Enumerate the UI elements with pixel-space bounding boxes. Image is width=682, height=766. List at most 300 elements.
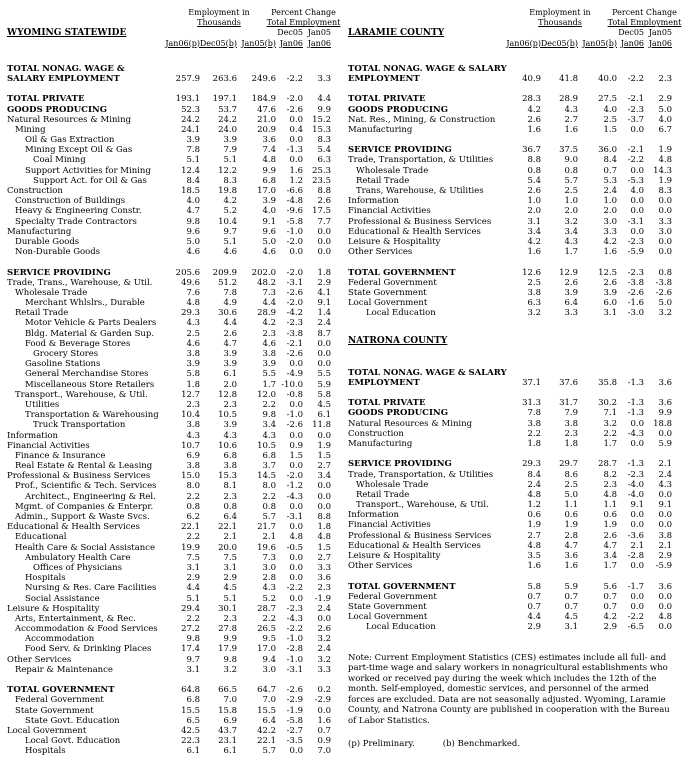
cell: 3.6: [658, 377, 672, 388]
cell: 22.1: [181, 522, 200, 533]
cell: -2.8: [627, 551, 644, 561]
cell: 184.9: [251, 94, 276, 105]
cell: 21.0: [257, 114, 276, 125]
table-row: [348, 439, 672, 449]
cell: -5.9: [655, 561, 672, 572]
column-headers: [7, 39, 331, 49]
table-row: [7, 115, 331, 125]
cell: 5.0: [658, 104, 672, 115]
cell: 8.4: [186, 175, 200, 186]
cell: -3.1: [627, 216, 644, 227]
cell: [237, 64, 276, 74]
cell: 8.3: [223, 175, 237, 186]
cell: 4.8: [289, 532, 303, 543]
row-label: Other Services: [348, 247, 413, 258]
cell: 7.8: [223, 287, 237, 298]
cell: 8.1: [223, 481, 237, 492]
row-label: TOTAL GOVERNMENT: [348, 581, 456, 592]
cell: 3.4: [317, 471, 331, 482]
row-label: Heavy & Engineering Constr.: [15, 206, 142, 217]
cell: -5.8: [286, 715, 303, 726]
cell: 2.5: [564, 479, 578, 490]
cell: 5.4: [317, 145, 331, 156]
table-row: [348, 217, 672, 227]
cell: 3.8: [658, 530, 672, 541]
cell: 8.6: [564, 469, 578, 480]
col-header-jan05b-text: Jan05(b): [241, 38, 276, 48]
row-label: State Govt. Education: [25, 715, 120, 726]
cell: 5.9: [564, 581, 578, 592]
row-label: Architect., Engineering & Rel.: [25, 491, 156, 502]
table-row: [7, 247, 331, 257]
table-row: [7, 318, 331, 328]
table-laramie: [348, 64, 672, 319]
cell: -5.9: [627, 247, 644, 258]
cell: 3.5: [527, 551, 541, 561]
cell: 2.9: [186, 573, 200, 584]
row-label: Bldg. Material & Garden Sup.: [25, 328, 155, 339]
cell: 209.9: [212, 267, 237, 278]
cell: 6.1: [186, 746, 200, 757]
table-row: [7, 288, 331, 298]
table-row: [7, 532, 331, 542]
cell: 0.7: [564, 601, 578, 612]
row-label: Leisure & Hospitality: [7, 603, 100, 614]
cell: 9.8: [262, 410, 276, 421]
table-row: [348, 622, 672, 632]
footnote-preliminary: (p) Preliminary.: [348, 738, 415, 749]
cell: 7.5: [223, 552, 237, 563]
row-label: Accommodation & Food Services: [15, 624, 158, 635]
cell: 0.0: [630, 124, 644, 135]
table-row: [348, 278, 672, 288]
row-label: State Government: [15, 705, 94, 716]
table-row: [348, 602, 672, 612]
cell: 1.8: [317, 267, 331, 278]
cell: 2.3: [223, 613, 237, 624]
cell: 24.0: [218, 124, 237, 135]
cell: 49.6: [181, 277, 200, 288]
cell: 53.7: [218, 104, 237, 115]
cell: 3.1: [223, 562, 237, 573]
row-label: GOODS PRODUCING: [348, 408, 448, 419]
cell: 4.3: [564, 104, 578, 115]
col-header-jan06p: [162, 39, 200, 49]
cell: 6.5: [186, 715, 200, 726]
row-label: Retail Trade: [356, 489, 410, 500]
cell: 3.2: [317, 654, 331, 665]
table-row: [7, 74, 331, 84]
table-row: [7, 614, 331, 624]
row-spacer: [348, 135, 672, 145]
table-row: [348, 480, 672, 490]
cell: 0.0: [289, 552, 303, 563]
cell: -2.6: [627, 287, 644, 298]
table-row: [7, 196, 331, 206]
cell: 64.8: [181, 685, 200, 696]
col-header-dec05b-text: Dec05(b): [540, 38, 578, 48]
cell: 6.4: [564, 298, 578, 309]
cell: 10.7: [181, 440, 200, 451]
row-label: Miscellaneous Store Retailers: [25, 379, 155, 390]
spacer: [348, 49, 672, 64]
col-header-jan06p-text: Jan06(p): [165, 38, 200, 48]
table-row: [7, 522, 331, 532]
cell: 1.7: [564, 247, 578, 258]
cell: 2.2: [186, 491, 200, 502]
row-label: Mining: [15, 124, 46, 135]
row-label: Ambulatory Health Care: [25, 552, 131, 563]
cell: 3.0: [262, 664, 276, 675]
cell: 0.8: [564, 165, 578, 176]
cell: 3.4: [527, 226, 541, 237]
cell: 4.7: [564, 540, 578, 551]
cell: 0.0: [630, 418, 644, 429]
cell: -6.6: [286, 186, 303, 196]
cell: 4.3: [564, 236, 578, 247]
cell: 4.1: [317, 287, 331, 298]
cell: -2.1: [627, 145, 644, 156]
table-row: [7, 736, 331, 746]
cell: -2.3: [627, 469, 644, 480]
row-label: GOODS PRODUCING: [348, 104, 448, 115]
row-label: Non-Durable Goods: [15, 247, 101, 258]
cell: 0.0: [317, 226, 331, 237]
table-row: [7, 186, 331, 196]
cell: -4.3: [627, 428, 644, 439]
table-row: [7, 349, 331, 359]
cell: 0.0: [630, 438, 644, 449]
methodology-note: Note: Current Employment Statistics (CES) estimates include all full- and part-time wage and salary workers in nonagricultural establishments who worked or received pay during the week which includes the 12th of the month. Self-employed, domestic services, and personnel of the armed forces are excluded. Data are not seasonally adjusted. Wyoming, Laramie County, and Natrona County are published in cooperation with the Bureau of Labor Statistics.: [348, 652, 670, 727]
cell: -1.6: [627, 298, 644, 309]
cell: 0.0: [289, 114, 303, 125]
cell: 6.3: [527, 298, 541, 309]
table-row: [7, 308, 331, 318]
row-label: Local Government: [348, 612, 428, 623]
cell: -2.6: [286, 287, 303, 298]
cell: 3.6: [658, 398, 672, 409]
cell: 0.0: [658, 236, 672, 247]
cell: 14.5: [257, 471, 276, 482]
cell: 1.6: [527, 561, 541, 572]
table-row: [348, 419, 672, 429]
cell: 1.9: [658, 145, 672, 156]
cell: 9.7: [186, 654, 200, 665]
header-total-employment: [266, 18, 341, 28]
cell: 2.4: [317, 318, 331, 329]
table-row: [7, 420, 331, 430]
row-label: Federal Government: [15, 695, 104, 706]
cell: 37.6: [559, 377, 578, 388]
cell: 2.8: [262, 573, 276, 584]
cell: 8.0: [186, 481, 200, 492]
cell: [644, 64, 672, 74]
cell: 2.7: [317, 461, 331, 472]
table-row: [7, 431, 331, 441]
row-label: TOTAL PRIVATE: [348, 398, 426, 409]
cell: -5.3: [627, 175, 644, 186]
table-row: [7, 695, 331, 705]
col-header-jan06p-text: Jan06(p): [506, 38, 541, 48]
header-thousands: [503, 18, 617, 28]
cell: 3.0: [603, 216, 617, 227]
cell: [276, 64, 303, 74]
cell: 4.2: [603, 612, 617, 623]
table-row: [348, 237, 672, 247]
table-row: [7, 706, 331, 716]
cell: 36.7: [522, 145, 541, 156]
row-label: Support Activities for Mining: [25, 165, 151, 176]
cell: 7.0: [262, 695, 276, 706]
cell: 29.3: [522, 459, 541, 470]
cell: 3.6: [564, 551, 578, 561]
table-row: [348, 206, 672, 216]
row-label: State Government: [348, 287, 427, 298]
cell: -2.0: [286, 298, 303, 309]
cell: 0.8: [262, 501, 276, 512]
table-row: [348, 459, 672, 469]
cell: 2.5: [186, 328, 200, 339]
cell: 5.0: [186, 236, 200, 247]
cell: 2.4: [658, 469, 672, 480]
cell: 1.8: [527, 438, 541, 449]
table-row: [348, 176, 672, 186]
row-label: Natural Resources & Mining: [7, 114, 132, 125]
cell: 0.0: [289, 593, 303, 604]
cell: 5.8: [527, 581, 541, 592]
cell: 2.5: [564, 186, 578, 196]
cell: 0.7: [564, 591, 578, 602]
col-header-jan06-dec-text: Jan06: [620, 38, 644, 48]
cell: 37.1: [522, 377, 541, 388]
cell: 0.0: [289, 135, 303, 146]
cell: 0.0: [630, 165, 644, 176]
header-employment-in: Employment in: [529, 8, 591, 17]
cell: 5.7: [262, 512, 276, 522]
cell: 2.4: [527, 479, 541, 490]
cell: 0.0: [658, 206, 672, 217]
col-header-jan06-dec: [617, 39, 644, 49]
cell: [541, 64, 578, 74]
cell: 18.8: [653, 418, 672, 429]
header-thousands: [162, 18, 276, 28]
cell: -1.0: [286, 410, 303, 421]
cell: 3.4: [603, 551, 617, 561]
row-label: Financial Activities: [348, 206, 431, 217]
cell: 43.7: [218, 725, 237, 736]
cell: 2.3: [603, 479, 617, 490]
col-header-jan06-jan-text: Jan06: [307, 38, 331, 48]
cell: -4.3: [286, 613, 303, 624]
column-group-headers-line2: [348, 18, 682, 28]
row-label: Real Estate & Rental & Leasing: [15, 461, 153, 472]
table-row: [7, 176, 331, 186]
cell: 0.0: [658, 601, 672, 612]
cell: 0.0: [317, 349, 331, 359]
cell: 8.2: [603, 469, 617, 480]
row-label: Oil & Gas Extraction: [25, 135, 115, 146]
cell: 2.1: [630, 540, 644, 551]
cell: -10.0: [281, 379, 303, 390]
cell: 10.5: [257, 440, 276, 451]
table-row: [348, 155, 672, 165]
cell: -2.2: [286, 73, 303, 84]
table-row: [7, 125, 331, 135]
row-label: Trade, Transportation, & Utilities: [348, 469, 494, 480]
row-label: Retail Trade: [15, 308, 69, 319]
cell: 3.9: [223, 420, 237, 431]
table-row: [7, 604, 331, 614]
cell: 2.3: [223, 399, 237, 410]
spacer: [348, 347, 672, 368]
cell: 41.8: [559, 73, 578, 84]
section-title-natrona: NATRONA COUNTY: [348, 336, 448, 347]
cell: 5.3: [603, 175, 617, 186]
row-label: Manufacturing: [7, 226, 72, 237]
cell: 0.0: [658, 247, 672, 258]
cell: -3.1: [286, 664, 303, 675]
cell: 23.5: [312, 175, 331, 186]
row-label: Natural Resources & Mining: [348, 418, 473, 429]
cell: 3.1: [186, 562, 200, 573]
cell: -4.3: [286, 491, 303, 502]
cell: 7.4: [262, 145, 276, 156]
column-group-headers-line2: [7, 18, 341, 28]
cell: 3.9: [603, 287, 617, 298]
cell: 10.5: [218, 410, 237, 421]
cell: -3.6: [627, 530, 644, 541]
spacer-cell: [503, 28, 617, 38]
cell: 6.1: [223, 746, 237, 757]
cell: 1.6: [289, 165, 303, 176]
cell: 2.2: [262, 399, 276, 410]
table-row: [348, 308, 672, 318]
table-row: [348, 115, 672, 125]
table-row: [7, 512, 331, 522]
cell: 1.4: [317, 308, 331, 319]
row-label: Finance & Insurance: [15, 450, 106, 461]
cell: [578, 64, 617, 74]
cell: 36.0: [598, 145, 617, 156]
table-row: [7, 655, 331, 665]
cell: -3.8: [655, 277, 672, 288]
cell: 1.6: [527, 247, 541, 258]
cell: 2.9: [527, 622, 541, 633]
cell: 24.1: [181, 124, 200, 135]
table-row: [7, 553, 331, 563]
cell: 3.6: [317, 573, 331, 584]
cell: 4.8: [527, 489, 541, 500]
table-row: [348, 490, 672, 500]
cell: 2.6: [603, 530, 617, 541]
table-row: [7, 94, 331, 104]
cell: 17.5: [312, 206, 331, 217]
header-total-employment-text: Total Employment: [266, 18, 341, 28]
cell: 202.0: [251, 267, 276, 278]
cell: 0.0: [317, 501, 331, 512]
cell: 6.1: [317, 410, 331, 421]
cell: 8.8: [527, 155, 541, 166]
table-row: [348, 186, 672, 196]
cell: 1.8: [186, 379, 200, 390]
cell: 9.6: [186, 226, 200, 237]
cell: -2.0: [286, 471, 303, 482]
table-row: [7, 359, 331, 369]
cell: 1.9: [658, 175, 672, 186]
cell: 0.6: [527, 510, 541, 521]
row-label: Arts, Entertainment, & Rec.: [15, 613, 136, 624]
cell: 1.5: [603, 124, 617, 135]
row-spacer: [348, 449, 672, 459]
cell: 197.1: [212, 94, 237, 105]
table-row: [7, 217, 331, 227]
cell: 6.8: [223, 450, 237, 461]
cell: 3.1: [186, 664, 200, 675]
cell: -4.8: [286, 196, 303, 207]
table-row: [7, 268, 331, 278]
row-label: SALARY EMPLOYMENT: [7, 73, 120, 84]
cell: 2.9: [658, 551, 672, 561]
cell: 12.6: [522, 267, 541, 278]
spacer-cell: [162, 28, 276, 38]
row-label: Trade, Transportation, & Utilities: [348, 155, 494, 166]
cell: 3.9: [186, 135, 200, 146]
row-label: Wholesale Trade: [356, 165, 429, 176]
cell: 31.7: [559, 398, 578, 409]
cell: -2.6: [286, 685, 303, 696]
cell: 30.6: [218, 308, 237, 319]
cell: 12.4: [181, 165, 200, 176]
cell: 66.5: [218, 685, 237, 696]
cell: 2.1: [658, 459, 672, 470]
row-label: EMPLOYMENT: [348, 377, 420, 388]
cell: 0.0: [317, 359, 331, 370]
cell: 9.9: [317, 104, 331, 115]
row-spacer: [348, 388, 672, 398]
row-label: Construction: [7, 186, 63, 196]
cell: 0.6: [564, 510, 578, 521]
table-row: [348, 166, 672, 176]
row-label: Social Assistance: [25, 593, 100, 604]
cell: 30.2: [598, 398, 617, 409]
cell: 2.3: [262, 328, 276, 339]
cell: 3.8: [186, 420, 200, 431]
cell: 2.5: [527, 277, 541, 288]
cell: 0.7: [527, 601, 541, 612]
header-thousands-text: Thousands: [538, 18, 582, 28]
cell: 0.0: [658, 591, 672, 602]
cell: -5.8: [286, 216, 303, 227]
cell: 0.0: [289, 746, 303, 757]
cell: -2.2: [627, 155, 644, 166]
cell: -2.1: [627, 94, 644, 105]
row-label: Prof., Scientific & Tech. Services: [15, 481, 157, 492]
col-header-jan06-jan: [644, 39, 672, 49]
cell: 0.9: [317, 736, 331, 747]
cell: 7.8: [186, 145, 200, 156]
cell: 15.5: [181, 705, 200, 716]
table-row: [7, 563, 331, 573]
cell: -3.8: [627, 277, 644, 288]
cell: 6.8: [262, 450, 276, 461]
cell: 2.3: [223, 491, 237, 502]
cell: 0.8: [527, 165, 541, 176]
cell: 3.9: [262, 359, 276, 370]
cell: 28.7: [598, 459, 617, 470]
subheader-jan05: Jan05: [648, 28, 672, 38]
row-label: SERVICE PROVIDING: [348, 459, 452, 470]
cell: -1.2: [286, 481, 303, 492]
